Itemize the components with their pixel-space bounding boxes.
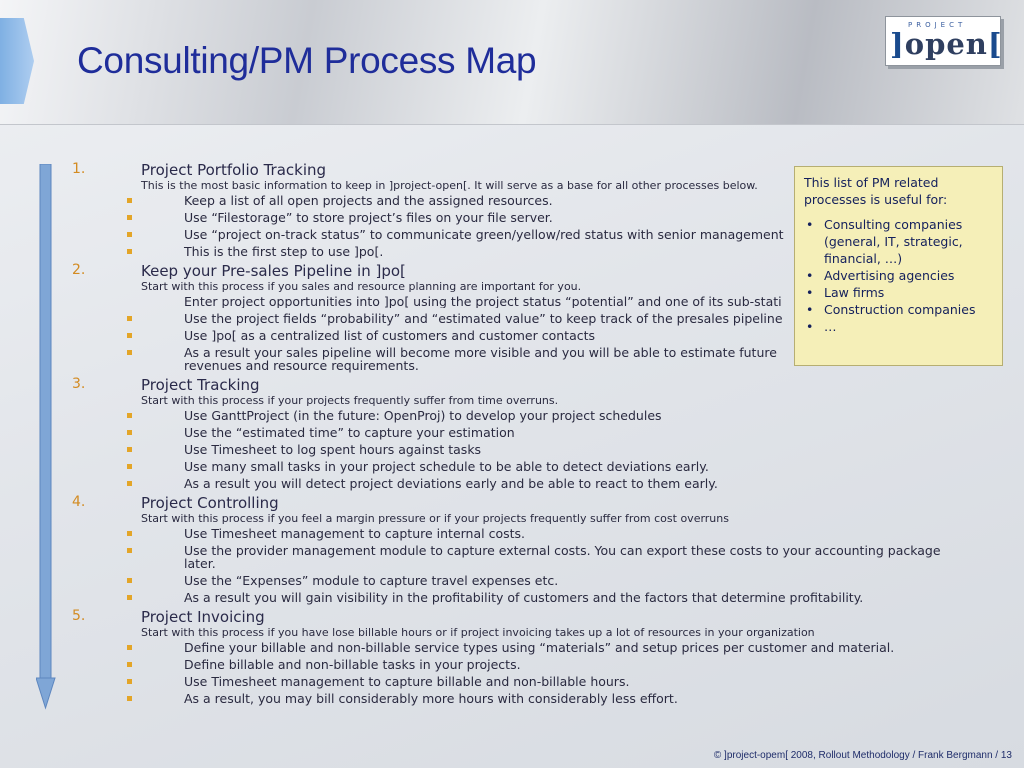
section-title: Project Controlling	[141, 494, 279, 512]
section-bullets	[72, 527, 952, 604]
section-title: Project Tracking	[141, 376, 260, 394]
section-title: Keep your Pre-sales Pipeline in ]po[	[141, 262, 406, 280]
section-number: 3.	[72, 376, 86, 392]
section-description: Start with this process if your projects frequently suffer from time overruns.	[141, 394, 559, 407]
section-description: This is the most basic information to keep in ]project-open[. It will serve as a base for all other processes below.	[141, 179, 758, 192]
note-item: • …	[804, 318, 993, 335]
section-number: 4.	[72, 494, 86, 510]
section-heading	[72, 608, 952, 626]
bullet-item: As a result your sales pipeline will become more visible and you will be able to estimate future revenues and resource requirements.	[184, 346, 784, 372]
section-title: Project Invoicing	[141, 608, 265, 626]
section-bullets	[72, 641, 952, 705]
section-number: 5.	[72, 608, 86, 624]
section-number: 1.	[72, 161, 86, 177]
bullet-item: Enter project opportunities into ]po[ using the project status “potential” and one of its sub-stati	[184, 295, 784, 308]
bullet-item: Use Timesheet to log spent hours against tasks	[184, 443, 952, 456]
process-section	[72, 494, 952, 604]
process-section	[72, 376, 952, 490]
bullet-item: Use the project fields “probability” and “estimated value” to keep track of the presales pipeline	[184, 312, 952, 325]
bullet-item: Define billable and non-billable tasks in your projects.	[184, 658, 952, 671]
bullet-item: Use the “estimated time” to capture your estimation	[184, 426, 952, 439]
process-section	[72, 608, 952, 705]
bullet-item: Use Timesheet management to capture billable and non-billable hours.	[184, 675, 952, 688]
section-description: Start with this process if you have lose billable hours or if project invoicing takes up a lot of resources in your organization	[141, 626, 815, 639]
note-item: • Advertising agencies	[804, 267, 993, 284]
bullet-item: Use “project on-track status” to communicate green/yellow/red status with senior management	[184, 228, 952, 241]
bullet-item: As a result you will gain visibility in the profitability of customers and the factors that determine profitability.	[184, 591, 952, 604]
bullet-item: Use GanttProject (in the future: OpenProj) to develop your project schedules	[184, 409, 952, 422]
bullet-item: Use Timesheet management to capture internal costs.	[184, 527, 952, 540]
section-heading	[72, 376, 952, 394]
bullet-item: Use many small tasks in your project schedule to be able to detect deviations early.	[184, 460, 952, 473]
bullet-item: Use ]po[ as a centralized list of customers and customer contacts	[184, 329, 952, 342]
section-bullets	[72, 409, 952, 490]
section-title: Project Portfolio Tracking	[141, 161, 327, 179]
note-item: • Construction companies	[804, 301, 993, 318]
header-tab-shape	[0, 18, 34, 104]
note-item: • Law firms	[804, 284, 993, 301]
usefulness-note-box	[794, 166, 1003, 366]
timeline-arrow	[36, 164, 62, 710]
project-open-logo	[885, 16, 1001, 66]
section-number: 2.	[72, 262, 86, 278]
logo-wordmark: ]open[	[890, 27, 1003, 61]
header-band	[0, 0, 1024, 125]
page-title: Consulting/PM Process Map	[77, 40, 537, 81]
note-item: • Consulting companies (general, IT, strategic, financial, …)	[804, 216, 993, 267]
section-heading	[72, 494, 952, 512]
bullet-item: Use the provider management module to capture external costs. You can export these costs to your accounting package later.	[184, 544, 944, 570]
note-intro: This list of PM related processes is useful for:	[804, 175, 948, 207]
note-list	[804, 216, 993, 335]
bullet-item: Keep a list of all open projects and the assigned resources.	[184, 194, 952, 207]
bullet-item: Use “Filestorage” to store project’s files on your file server.	[184, 211, 952, 224]
section-description: Start with this process if you sales and resource planning are important for you.	[141, 280, 582, 293]
bullet-item: As a result you will detect project deviations early and be able to react to them early.	[184, 477, 952, 490]
bullet-item: Use the “Expenses” module to capture travel expenses etc.	[184, 574, 952, 587]
logo-small-text: PROJECT	[908, 21, 967, 29]
slide-footer: © ]project-opem[ 2008, Rollout Methodology / Frank Bergmann / 13	[713, 750, 1012, 761]
section-description: Start with this process if you feel a margin pressure or if your projects frequently suffer from cost overruns	[141, 512, 729, 525]
bullet-item: As a result, you may bill considerably more hours with considerably less effort.	[184, 692, 952, 705]
bullet-item: This is the first step to use ]po[.	[184, 245, 952, 258]
bullet-item: Define your billable and non-billable service types using “materials” and setup prices per customer and material.	[184, 641, 952, 654]
